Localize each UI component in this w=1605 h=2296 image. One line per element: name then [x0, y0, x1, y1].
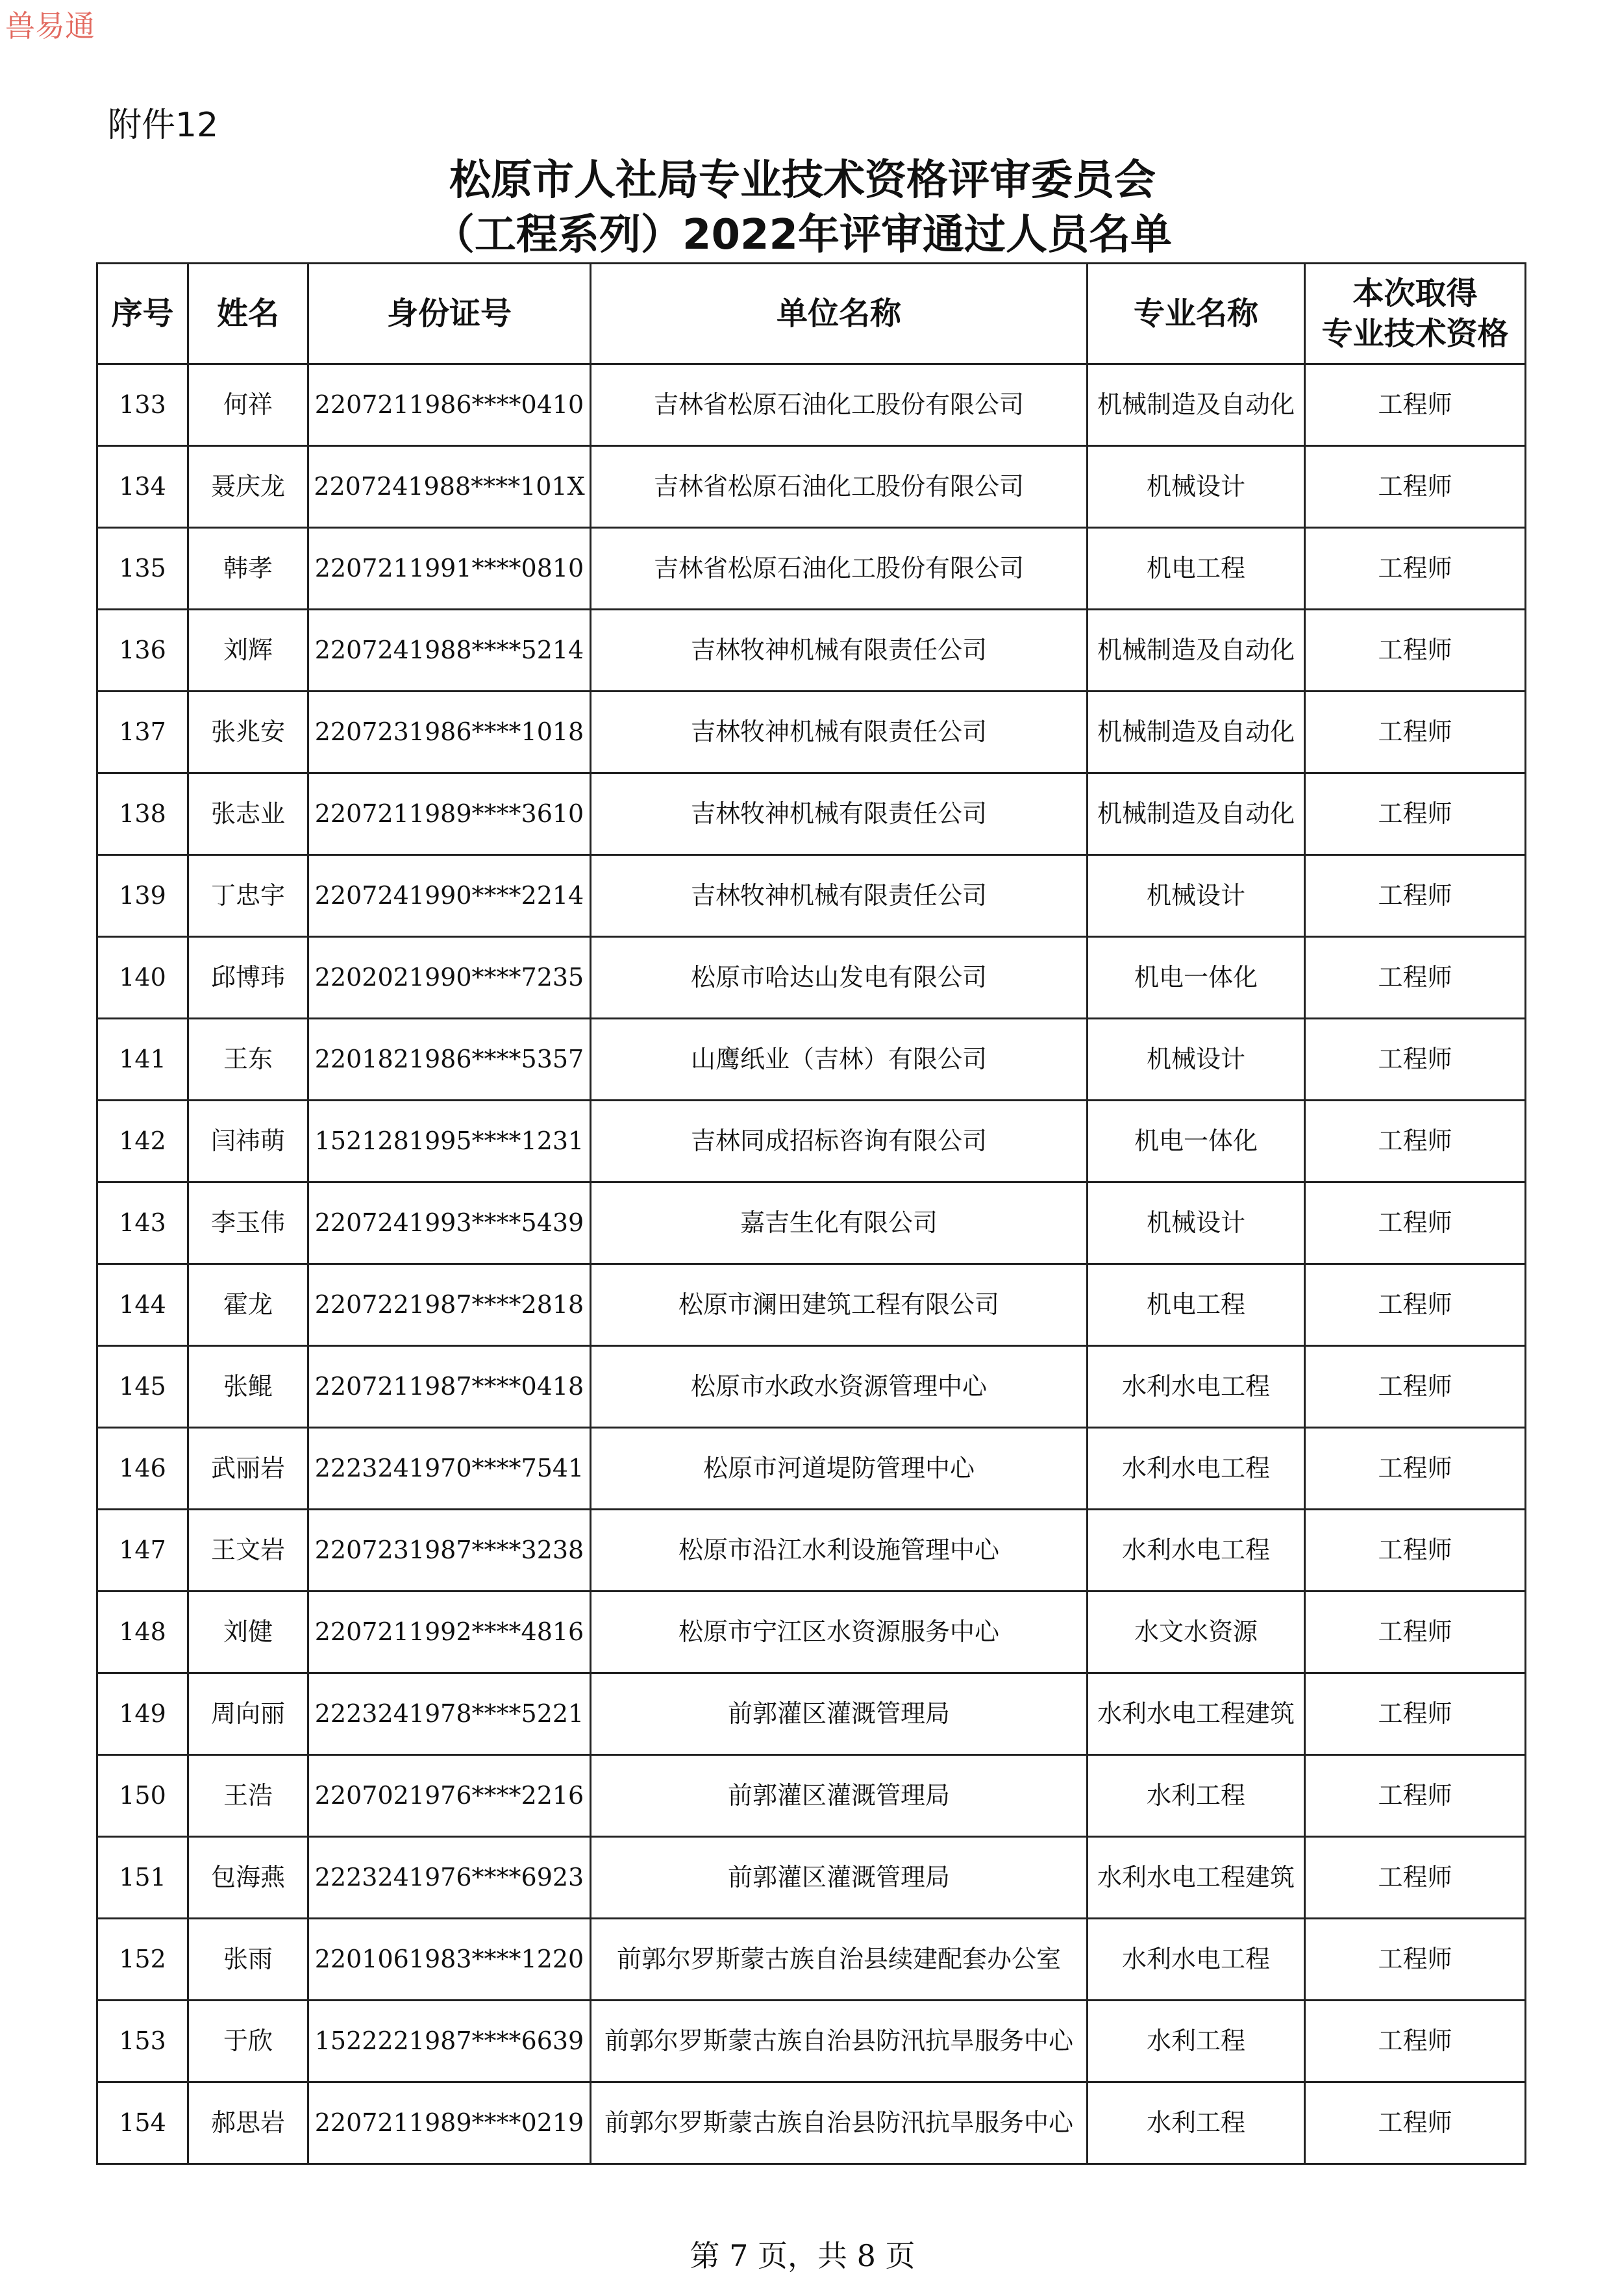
cell-seq: 134 [97, 446, 188, 528]
cell-name: 刘辉 [188, 610, 308, 692]
document-title: 松原市人社局专业技术资格评审委员会 [449, 156, 1156, 205]
cell-seq: 149 [97, 1673, 188, 1755]
cell-major: 机电一体化 [1088, 937, 1305, 1019]
cell-id-number: 2207231986****1018 [308, 692, 591, 773]
header-id: 身份证号 [308, 264, 591, 364]
header-qualification [1305, 264, 1526, 364]
cell-major: 机械设计 [1088, 1182, 1305, 1264]
cell-qualification: 工程师 [1305, 1019, 1526, 1101]
cell-qualification: 工程师 [1305, 1264, 1526, 1346]
cell-name: 邱博玮 [188, 937, 308, 1019]
cell-major: 水利水电工程 [1088, 1510, 1305, 1591]
table-row [97, 937, 1526, 1019]
cell-qualification: 工程师 [1305, 1510, 1526, 1591]
cell-seq: 141 [97, 1019, 188, 1101]
header-unit: 单位名称 [591, 264, 1088, 364]
table-row [97, 528, 1526, 610]
attachment-label: 附件12 [108, 106, 219, 145]
cell-id-number: 2207211989****3610 [308, 773, 591, 855]
table-row [97, 2001, 1526, 2082]
cell-id-number: 2207211987****0418 [308, 1346, 591, 1428]
cell-unit: 吉林省松原石油化工股份有限公司 [591, 364, 1088, 446]
cell-qualification: 工程师 [1305, 1182, 1526, 1264]
header-qualification-line1: 本次取得 [1352, 275, 1478, 312]
cell-major: 水利工程 [1088, 2082, 1305, 2164]
cell-id-number: 2207211989****0219 [308, 2082, 591, 2164]
cell-id-number: 2207241993****5439 [308, 1182, 591, 1264]
cell-major: 水利水电工程 [1088, 1346, 1305, 1428]
cell-major: 机电工程 [1088, 1264, 1305, 1346]
table-row [97, 1346, 1526, 1428]
cell-id-number: 2207221987****2818 [308, 1264, 591, 1346]
cell-qualification: 工程师 [1305, 1591, 1526, 1673]
cell-name: 郝思岩 [188, 2082, 308, 2164]
cell-major: 水利水电工程建筑 [1088, 1673, 1305, 1755]
cell-qualification: 工程师 [1305, 364, 1526, 446]
cell-name: 张鲲 [188, 1346, 308, 1428]
cell-unit: 前郭灌区灌溉管理局 [591, 1755, 1088, 1837]
cell-qualification: 工程师 [1305, 2082, 1526, 2164]
cell-qualification: 工程师 [1305, 1428, 1526, 1510]
table-row [97, 2082, 1526, 2164]
cell-seq: 151 [97, 1837, 188, 1919]
cell-qualification: 工程师 [1305, 1101, 1526, 1182]
table-row [97, 1510, 1526, 1591]
cell-id-number: 2207021976****2216 [308, 1755, 591, 1837]
cell-id-number: 2207211986****0410 [308, 364, 591, 446]
cell-id-number: 2202021990****7235 [308, 937, 591, 1019]
cell-name: 包海燕 [188, 1837, 308, 1919]
table-row [97, 773, 1526, 855]
cell-unit: 松原市河道堤防管理中心 [591, 1428, 1088, 1510]
cell-seq: 136 [97, 610, 188, 692]
document-subtitle: （工程系列）2022年评审通过人员名单 [432, 211, 1173, 259]
cell-major: 水利工程 [1088, 2001, 1305, 2082]
cell-seq: 154 [97, 2082, 188, 2164]
cell-seq: 143 [97, 1182, 188, 1264]
cell-seq: 152 [97, 1919, 188, 2001]
cell-name: 霍龙 [188, 1264, 308, 1346]
personnel-table [96, 262, 1526, 2165]
cell-id-number: 2201821986****5357 [308, 1019, 591, 1101]
cell-major: 机械制造及自动化 [1088, 773, 1305, 855]
header-seq: 序号 [97, 264, 188, 364]
cell-seq: 145 [97, 1346, 188, 1428]
cell-qualification: 工程师 [1305, 1755, 1526, 1837]
table-row [97, 692, 1526, 773]
cell-name: 周向丽 [188, 1673, 308, 1755]
cell-name: 李玉伟 [188, 1182, 308, 1264]
table-row [97, 1837, 1526, 1919]
cell-qualification: 工程师 [1305, 2001, 1526, 2082]
cell-unit: 前郭灌区灌溉管理局 [591, 1837, 1088, 1919]
cell-unit: 吉林牧神机械有限责任公司 [591, 610, 1088, 692]
cell-major: 水利水电工程 [1088, 1919, 1305, 2001]
cell-qualification: 工程师 [1305, 1673, 1526, 1755]
cell-qualification: 工程师 [1305, 937, 1526, 1019]
cell-unit: 吉林牧神机械有限责任公司 [591, 855, 1088, 937]
cell-name: 王文岩 [188, 1510, 308, 1591]
cell-major: 机械设计 [1088, 1019, 1305, 1101]
cell-id-number: 2223241976****6923 [308, 1837, 591, 1919]
table-row [97, 1182, 1526, 1264]
cell-unit: 松原市沿江水利设施管理中心 [591, 1510, 1088, 1591]
table-row [97, 1591, 1526, 1673]
header-name: 姓名 [188, 264, 308, 364]
cell-id-number: 2223241978****5221 [308, 1673, 591, 1755]
cell-name: 张志业 [188, 773, 308, 855]
cell-id-number: 2223241970****7541 [308, 1428, 591, 1510]
cell-qualification: 工程师 [1305, 855, 1526, 937]
table-row [97, 1919, 1526, 2001]
cell-name: 韩孝 [188, 528, 308, 610]
cell-name: 王浩 [188, 1755, 308, 1837]
cell-name: 张雨 [188, 1919, 308, 2001]
cell-major: 机械制造及自动化 [1088, 692, 1305, 773]
header-qualification-line2: 专业技术资格 [1321, 316, 1509, 352]
cell-unit: 吉林同成招标咨询有限公司 [591, 1101, 1088, 1182]
table-row [97, 1019, 1526, 1101]
table-header-row [97, 264, 1526, 364]
cell-qualification: 工程师 [1305, 1346, 1526, 1428]
cell-major: 水利水电工程 [1088, 1428, 1305, 1510]
cell-name: 张兆安 [188, 692, 308, 773]
cell-seq: 148 [97, 1591, 188, 1673]
cell-id-number: 2207241990****2214 [308, 855, 591, 937]
cell-seq: 133 [97, 364, 188, 446]
cell-unit: 吉林牧神机械有限责任公司 [591, 692, 1088, 773]
cell-id-number: 2207211992****4816 [308, 1591, 591, 1673]
cell-qualification: 工程师 [1305, 692, 1526, 773]
cell-qualification: 工程师 [1305, 446, 1526, 528]
cell-seq: 137 [97, 692, 188, 773]
cell-major: 机械制造及自动化 [1088, 610, 1305, 692]
cell-seq: 138 [97, 773, 188, 855]
cell-unit: 吉林牧神机械有限责任公司 [591, 773, 1088, 855]
table-row [97, 1264, 1526, 1346]
cell-name: 何祥 [188, 364, 308, 446]
cell-id-number: 2207241988****101X [308, 446, 591, 528]
cell-major: 水利水电工程建筑 [1088, 1837, 1305, 1919]
cell-qualification: 工程师 [1305, 773, 1526, 855]
cell-name: 聂庆龙 [188, 446, 308, 528]
cell-unit: 松原市宁江区水资源服务中心 [591, 1591, 1088, 1673]
cell-seq: 135 [97, 528, 188, 610]
cell-seq: 153 [97, 2001, 188, 2082]
cell-seq: 146 [97, 1428, 188, 1510]
watermark: 兽易通 [5, 8, 95, 44]
cell-unit: 吉林省松原石油化工股份有限公司 [591, 446, 1088, 528]
cell-seq: 140 [97, 937, 188, 1019]
table-row [97, 1673, 1526, 1755]
cell-major: 水利工程 [1088, 1755, 1305, 1837]
cell-unit: 松原市澜田建筑工程有限公司 [591, 1264, 1088, 1346]
header-major: 专业名称 [1088, 264, 1305, 364]
cell-major: 机电一体化 [1088, 1101, 1305, 1182]
table-row [97, 1755, 1526, 1837]
table-row [97, 610, 1526, 692]
cell-name: 武丽岩 [188, 1428, 308, 1510]
cell-name: 于欣 [188, 2001, 308, 2082]
cell-unit: 松原市哈达山发电有限公司 [591, 937, 1088, 1019]
table-row [97, 446, 1526, 528]
table-row [97, 1101, 1526, 1182]
table-body [97, 364, 1526, 2164]
cell-id-number: 1522221987****6639 [308, 2001, 591, 2082]
cell-qualification: 工程师 [1305, 1837, 1526, 1919]
cell-major: 机电工程 [1088, 528, 1305, 610]
cell-seq: 142 [97, 1101, 188, 1182]
cell-qualification: 工程师 [1305, 528, 1526, 610]
cell-unit: 嘉吉生化有限公司 [591, 1182, 1088, 1264]
cell-seq: 139 [97, 855, 188, 937]
cell-id-number: 2207211991****0810 [308, 528, 591, 610]
cell-unit: 前郭尔罗斯蒙古族自治县续建配套办公室 [591, 1919, 1088, 2001]
cell-major: 水文水资源 [1088, 1591, 1305, 1673]
cell-unit: 松原市水政水资源管理中心 [591, 1346, 1088, 1428]
table-row [97, 364, 1526, 446]
cell-id-number: 2201061983****1220 [308, 1919, 591, 2001]
page-footer: 第 7 页，共 8 页 [690, 2238, 915, 2273]
cell-name: 丁忠宇 [188, 855, 308, 937]
cell-id-number: 2207241988****5214 [308, 610, 591, 692]
cell-seq: 147 [97, 1510, 188, 1591]
cell-unit: 前郭尔罗斯蒙古族自治县防汛抗旱服务中心 [591, 2082, 1088, 2164]
cell-qualification: 工程师 [1305, 1919, 1526, 2001]
cell-unit: 前郭尔罗斯蒙古族自治县防汛抗旱服务中心 [591, 2001, 1088, 2082]
cell-name: 刘健 [188, 1591, 308, 1673]
cell-major: 机械制造及自动化 [1088, 364, 1305, 446]
cell-id-number: 2207231987****3238 [308, 1510, 591, 1591]
table-row [97, 855, 1526, 937]
cell-seq: 144 [97, 1264, 188, 1346]
cell-major: 机械设计 [1088, 855, 1305, 937]
cell-seq: 150 [97, 1755, 188, 1837]
cell-id-number: 1521281995****1231 [308, 1101, 591, 1182]
cell-name: 王东 [188, 1019, 308, 1101]
cell-name: 闫祎萌 [188, 1101, 308, 1182]
cell-unit: 山鹰纸业（吉林）有限公司 [591, 1019, 1088, 1101]
cell-unit: 吉林省松原石油化工股份有限公司 [591, 528, 1088, 610]
table-row [97, 1428, 1526, 1510]
cell-major: 机械设计 [1088, 446, 1305, 528]
cell-unit: 前郭灌区灌溉管理局 [591, 1673, 1088, 1755]
cell-qualification: 工程师 [1305, 610, 1526, 692]
